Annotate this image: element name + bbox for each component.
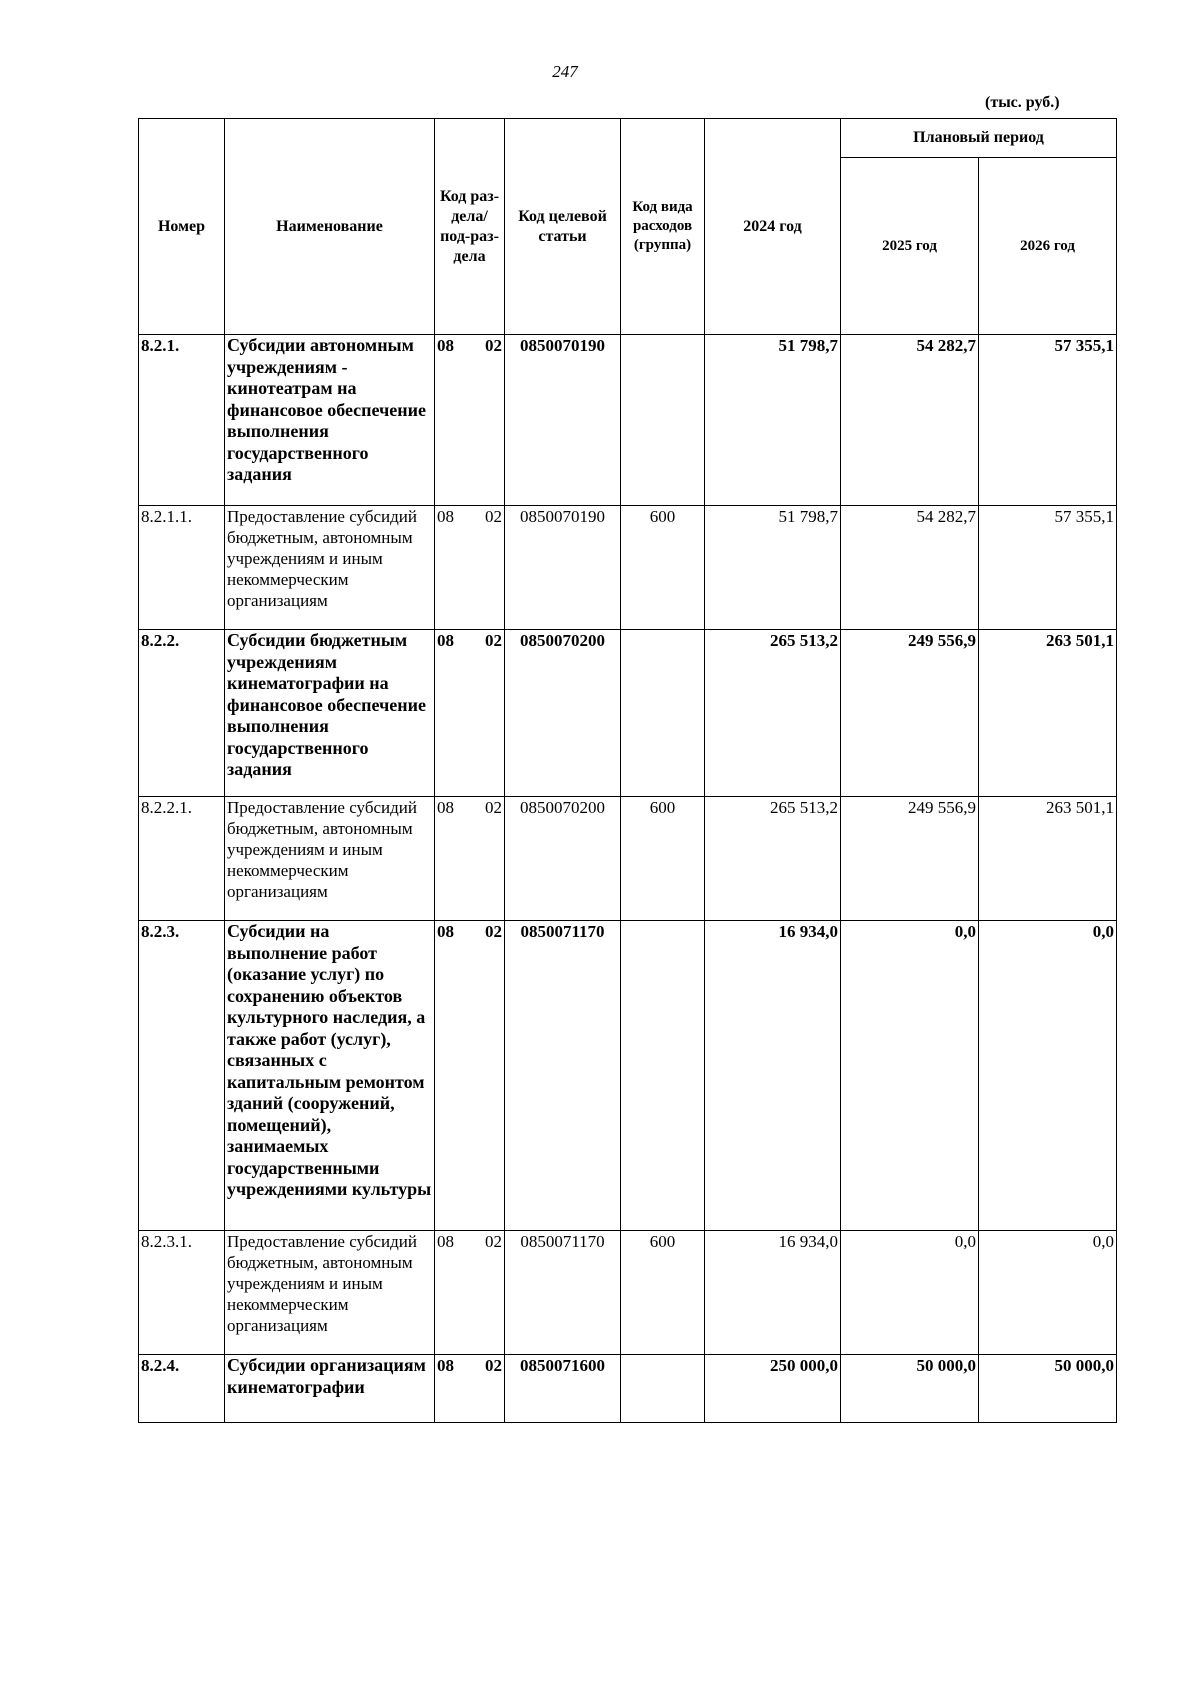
- header-name: Наименование: [225, 119, 435, 335]
- row-expense-group: 600: [621, 1231, 705, 1355]
- row-podrazdel: 02: [485, 1356, 502, 1375]
- row-value-2025: 0,0: [841, 1231, 979, 1355]
- units-label: (тыс. руб.): [985, 94, 1060, 111]
- table-row: [139, 1355, 1117, 1423]
- row-podrazdel: 02: [485, 1232, 502, 1251]
- row-value-2024: 265 513,2: [705, 630, 841, 797]
- header-year-2026: 2026 год: [979, 158, 1117, 335]
- row-name: Субсидии организациям кинематографии: [225, 1355, 435, 1423]
- row-section-code: [435, 506, 505, 630]
- row-section-code: [435, 630, 505, 797]
- header-expense-group: Код вида расходов (группа): [621, 119, 705, 335]
- budget-table: [138, 118, 1117, 1423]
- row-value-2024: 250 000,0: [705, 1355, 841, 1423]
- table-row: [139, 335, 1117, 506]
- row-razdel: 08: [437, 922, 454, 941]
- row-number: 8.2.2.: [139, 630, 225, 797]
- row-number: 8.2.3.: [139, 921, 225, 1231]
- header-year-2025: 2025 год: [841, 158, 979, 335]
- row-value-2025: 54 282,7: [841, 506, 979, 630]
- header-planned-period: Плановый период: [841, 119, 1117, 158]
- row-number: 8.2.3.1.: [139, 1231, 225, 1355]
- row-name: Предоставление субсидий бюджетным, автономным учреждениям и иным некоммерческим организациям: [225, 1231, 435, 1355]
- row-value-2026: 0,0: [979, 1231, 1117, 1355]
- row-value-2025: 0,0: [841, 921, 979, 1231]
- row-expense-group: [621, 335, 705, 506]
- row-value-2025: 249 556,9: [841, 630, 979, 797]
- row-expense-group: [621, 630, 705, 797]
- table-body: [139, 335, 1117, 1423]
- row-razdel: 08: [437, 631, 454, 650]
- row-razdel: 08: [437, 1232, 454, 1251]
- row-target-code: 0850070200: [505, 630, 621, 797]
- row-razdel: 08: [437, 798, 454, 817]
- row-value-2024: 265 513,2: [705, 797, 841, 921]
- row-expense-group: 600: [621, 506, 705, 630]
- row-name: Субсидии бюджетным учреждениям кинематографии на финансовое обеспечение выполнения государственного задания: [225, 630, 435, 797]
- row-value-2026: 263 501,1: [979, 630, 1117, 797]
- header-number: Номер: [139, 119, 225, 335]
- page-number: 247: [552, 62, 578, 81]
- header-section-code: Код раз-дела/ под-раз-дела: [435, 119, 505, 335]
- row-value-2026: 263 501,1: [979, 797, 1117, 921]
- row-value-2024: 16 934,0: [705, 1231, 841, 1355]
- row-value-2025: 54 282,7: [841, 335, 979, 506]
- row-value-2024: 16 934,0: [705, 921, 841, 1231]
- header-target-code: Код целевой статьи: [505, 119, 621, 335]
- row-podrazdel: 02: [485, 507, 502, 526]
- row-expense-group: [621, 1355, 705, 1423]
- row-number: 8.2.1.1.: [139, 506, 225, 630]
- row-name: Предоставление субсидий бюджетным, автономным учреждениям и иным некоммерческим организациям: [225, 797, 435, 921]
- row-name: Субсидии автономным учреждениям - кинотеатрам на финансовое обеспечение выполнения государственного задания: [225, 335, 435, 506]
- row-section-code: [435, 797, 505, 921]
- table-row: [139, 506, 1117, 630]
- row-value-2026: 50 000,0: [979, 1355, 1117, 1423]
- header-year-2024: 2024 год: [705, 119, 841, 335]
- row-value-2025: 50 000,0: [841, 1355, 979, 1423]
- row-expense-group: 600: [621, 797, 705, 921]
- row-expense-group: [621, 921, 705, 1231]
- row-razdel: 08: [437, 336, 454, 355]
- row-value-2024: 51 798,7: [705, 506, 841, 630]
- row-number: 8.2.1.: [139, 335, 225, 506]
- row-target-code: 0850070190: [505, 506, 621, 630]
- row-target-code: 0850071600: [505, 1355, 621, 1423]
- row-podrazdel: 02: [485, 922, 502, 941]
- row-name: Субсидии на выполнение работ (оказание услуг) по сохранению объектов культурного наследия, а также работ (услуг), связанных с капитальным ремонтом зданий (сооружений, помещений), занимаемых государственными учреждениями культуры: [225, 921, 435, 1231]
- table-row: [139, 797, 1117, 921]
- row-section-code: [435, 335, 505, 506]
- row-razdel: 08: [437, 1356, 454, 1375]
- row-podrazdel: 02: [485, 798, 502, 817]
- row-number: 8.2.4.: [139, 1355, 225, 1423]
- row-section-code: [435, 921, 505, 1231]
- row-value-2024: 51 798,7: [705, 335, 841, 506]
- row-section-code: [435, 1355, 505, 1423]
- row-value-2026: 57 355,1: [979, 335, 1117, 506]
- table-row: [139, 630, 1117, 797]
- row-target-code: 0850070200: [505, 797, 621, 921]
- row-value-2026: 57 355,1: [979, 506, 1117, 630]
- row-section-code: [435, 1231, 505, 1355]
- row-target-code: 0850070190: [505, 335, 621, 506]
- row-podrazdel: 02: [485, 631, 502, 650]
- row-razdel: 08: [437, 507, 454, 526]
- row-name: Предоставление субсидий бюджетным, автономным учреждениям и иным некоммерческим организациям: [225, 506, 435, 630]
- row-podrazdel: 02: [485, 336, 502, 355]
- table-row: [139, 921, 1117, 1231]
- row-target-code: 0850071170: [505, 1231, 621, 1355]
- row-number: 8.2.2.1.: [139, 797, 225, 921]
- table-row: [139, 1231, 1117, 1355]
- row-target-code: 0850071170: [505, 921, 621, 1231]
- row-value-2026: 0,0: [979, 921, 1117, 1231]
- row-value-2025: 249 556,9: [841, 797, 979, 921]
